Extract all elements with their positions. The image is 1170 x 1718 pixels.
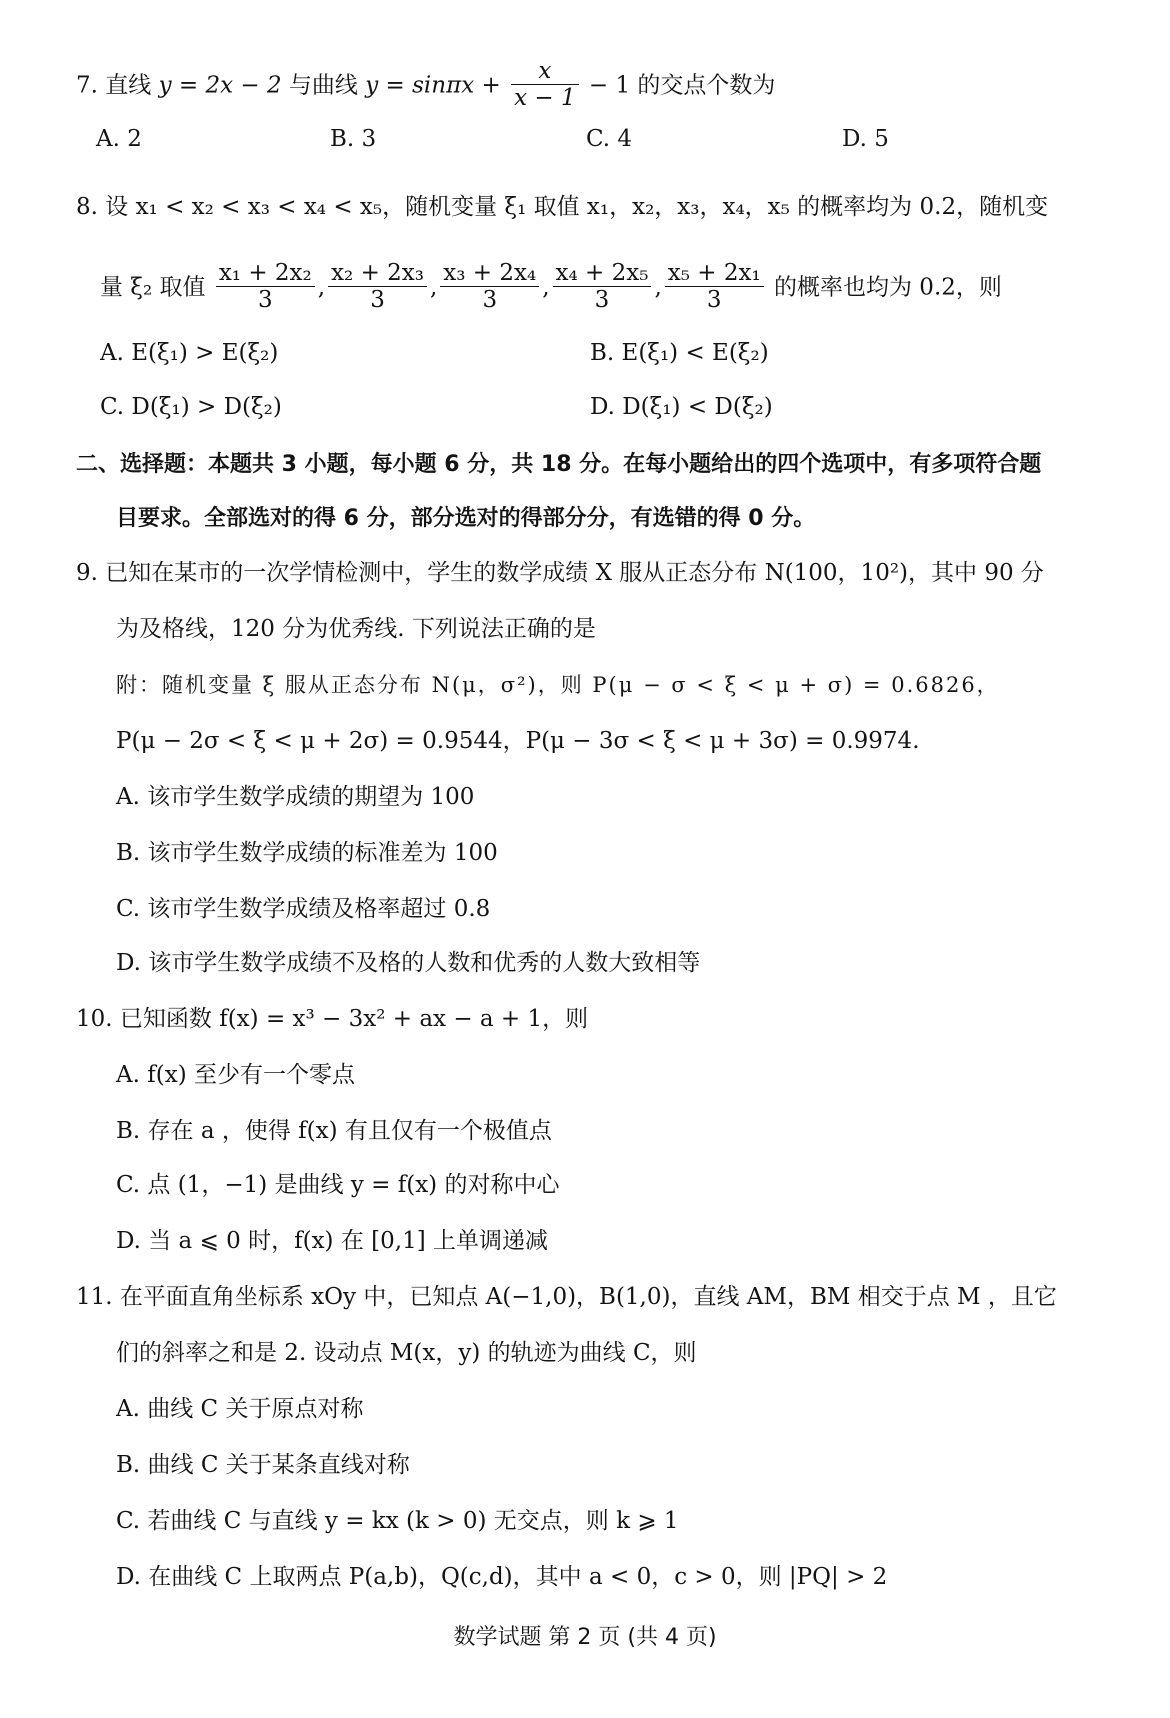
page-footer: 数学试题 第 2 页 (共 4 页)	[453, 1625, 717, 1650]
q8-line2: 量 ξ₂ 取值 $\frac{\text{x₁ + 2x₂}}{3}$ , $\frac{\text{x₂ + 2x₃}}{3}$ , $\frac{\text{x₃ + 2x₄}}{3}$ , $\frac{\text{x₄ + 2x₅}}{3}$ , $\frac{\text{x₅ + 2x₁}}{3}$ 的概率也均为 0.2，则	[100, 260, 1002, 313]
q11-line1: 11. 在平面直角坐标系 xOy 中，已知点 A(−1,0)，B(1,0)，直线 AM，BM 相交于点 M ，且它	[76, 1284, 1057, 1310]
section2-line2: 目要求。全部选对的得 6 分，部分选对的得部分分，有选错的得 0 分。	[116, 506, 816, 531]
q7-option-a: A. 2	[96, 126, 142, 152]
q10-option-a: A. f(x) 至少有一个零点	[116, 1062, 355, 1088]
q8-frac4-den: 3	[594, 287, 610, 313]
q8-line2-tail: 的概率也均为 0.2，则	[766, 274, 1002, 301]
q10-stem: 10. 已知函数 f(x) = x³ − 3x² + ax − a + 1，则	[76, 1006, 589, 1032]
q11-line2: 们的斜率之和是 2. 设动点 M(x，y) 的轨迹为曲线 C，则	[116, 1340, 697, 1366]
q11-option-d: D. 在曲线 C 上取两点 P(a,b)，Q(c,d)，其中 a < 0，c > 0，则 |PQ| > 2	[116, 1564, 888, 1590]
q8-frac2-num: x₂ + 2x₃	[328, 260, 427, 287]
q8-fraction-1	[216, 260, 315, 313]
section2-line1: 二、选择题：本题共 3 小题，每小题 6 分，共 18 分。在每小题给出的四个选项中，有多项符合题	[76, 452, 1042, 477]
q8-line2-head: 量 ξ₂ 取值	[100, 274, 213, 301]
q9-note2: P(μ − 2σ < ξ < μ + 2σ) = 0.9544，P(μ − 3σ < ξ < μ + 3σ) = 0.9974.	[116, 728, 920, 754]
q11-option-a: A. 曲线 C 关于原点对称	[116, 1396, 364, 1422]
q8-line1: 8. 设 x₁ < x₂ < x₃ < x₄ < x₅，随机变量 ξ₁ 取值 x₁，x₂，x₃，x₄，x₅ 的概率均为 0.2，随机变	[76, 194, 1049, 220]
q7-prefix: 7. 直线	[76, 72, 159, 99]
q10-option-c: C. 点 (1，−1) 是曲线 y = f(x) 的对称中心	[116, 1172, 560, 1198]
q8-frac1-num: x₁ + 2x₂	[216, 260, 315, 287]
q9-option-d: D. 该市学生数学成绩不及格的人数和优秀的人数大致相等	[116, 950, 701, 976]
q9-option-c: C. 该市学生数学成绩及格率超过 0.8	[116, 896, 491, 922]
q8-option-c: C. D(ξ₁) > D(ξ₂)	[100, 394, 282, 420]
q8-option-b: B. E(ξ₁) < E(ξ₂)	[590, 340, 769, 366]
q10-option-d: D. 当 a ⩽ 0 时，f(x) 在 [0,1] 上单调递减	[116, 1228, 548, 1254]
q8-frac5-num: x₅ + 2x₁	[665, 260, 764, 287]
q8-frac5-den: 3	[706, 287, 722, 313]
q9-line2: 为及格线，120 分为优秀线. 下列说法正确的是	[116, 616, 596, 642]
q7-frac-num: x	[511, 58, 579, 85]
q7-stem	[76, 60, 775, 113]
q7-curve-head: y = sinπx +	[365, 72, 509, 99]
q8-fraction-2	[328, 260, 427, 313]
q8-frac3-den: 3	[482, 287, 498, 313]
q9-note1: 附：随机变量 ξ 服从正态分布 N(μ，σ²)，则 P(μ − σ < ξ < μ + σ) = 0.6826，	[116, 673, 1000, 697]
q8-frac1-den: 3	[257, 287, 273, 313]
q7-suffix: 的交点个数为	[630, 72, 776, 99]
q7-curve-tail: − 1	[581, 72, 631, 99]
q7-line-eq: y = 2x − 2	[158, 72, 282, 99]
q8-option-a: A. E(ξ₁) > E(ξ₂)	[100, 340, 279, 366]
q9-option-a: A. 该市学生数学成绩的期望为 100	[116, 784, 475, 810]
q7-option-c: C. 4	[586, 126, 633, 152]
q11-option-c: C. 若曲线 C 与直线 y = kx (k > 0) 无交点，则 k ⩾ 1	[116, 1508, 679, 1534]
q8-fraction-5	[665, 260, 764, 313]
q7-fraction	[511, 58, 579, 111]
q7-mid: 与曲线	[281, 72, 366, 99]
q8-frac2-den: 3	[370, 287, 385, 313]
q7-frac-den: x − 1	[514, 85, 576, 111]
q8-fraction-4	[553, 260, 652, 313]
q8-option-d: D. D(ξ₁) < D(ξ₂)	[590, 394, 773, 420]
q10-option-b: B. 存在 a ，使得 f(x) 有且仅有一个极值点	[116, 1118, 552, 1144]
q8-frac4-num: x₄ + 2x₅	[553, 260, 652, 287]
q7-option-d: D. 5	[842, 126, 889, 152]
q9-option-b: B. 该市学生数学成绩的标准差为 100	[116, 840, 498, 866]
q9-line1: 9. 已知在某市的一次学情检测中，学生的数学成绩 X 服从正态分布 N(100，10²)，其中 90 分	[76, 560, 1044, 586]
q8-frac3-num: x₃ + 2x₄	[440, 260, 539, 287]
q11-option-b: B. 曲线 C 关于某条直线对称	[116, 1452, 410, 1478]
q7-option-b: B. 3	[330, 126, 377, 152]
q8-fraction-3	[440, 260, 539, 313]
